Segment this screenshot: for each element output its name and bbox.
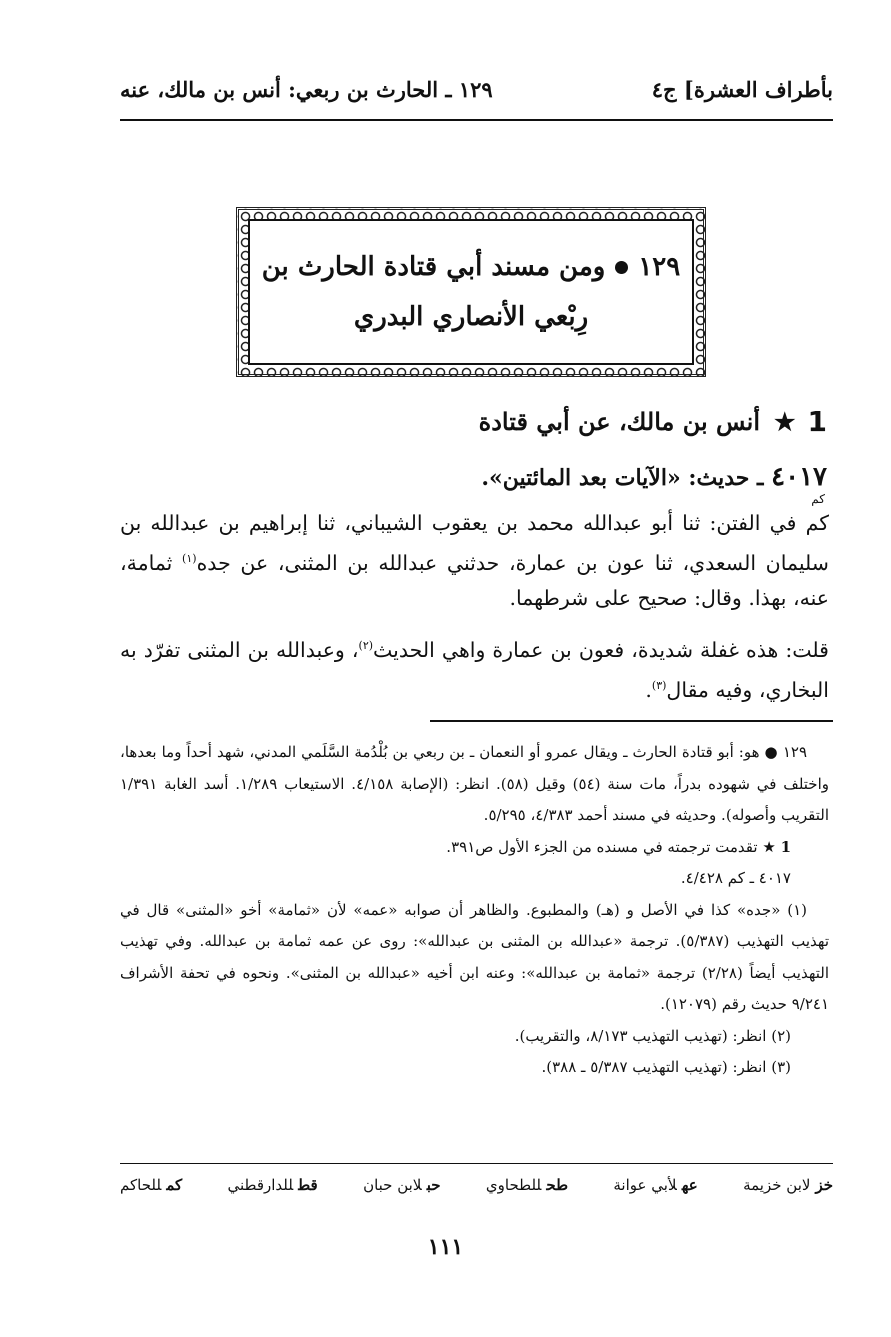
footnote-3: (٣) انظر: (تهذيب التهذيب ٥/٣٨٧ ـ ٣٨٨). <box>541 1058 791 1076</box>
footnote-ref-3: (٣) <box>651 678 667 692</box>
margin-source-code: كم <box>811 492 825 506</box>
footnote-star <box>120 832 829 864</box>
header-volume: بأطراف العشرة] ج٤ <box>651 76 833 102</box>
paragraph-text: كم في الفتن: ثنا أبو عبدالله محمد بن يعقوب الشيباني، ثنا إبراهيم بن عبدالله بن سليمان السعدي، ثنا عون بن عمارة، حدثني عبدالله بن المثنى، عن جده <box>120 511 829 575</box>
legend-item <box>120 1176 182 1194</box>
footnote-ref-2: (٢) <box>358 639 374 652</box>
subheading-text: أنس بن مالك، عن أبي قتادة <box>478 407 760 436</box>
footnotes-block <box>120 737 829 1084</box>
title-box <box>248 219 694 365</box>
legend-code: قط <box>298 1176 318 1194</box>
paragraph-text-end: ثمامة، عنه، بهذا. وقال: صحيح على شرطهما. <box>120 550 829 610</box>
comment-text-end: . <box>645 677 652 702</box>
title-text-1: ومن مسند أبي قتادة الحارث بن <box>261 252 606 282</box>
legend-item <box>486 1176 568 1194</box>
header-divider <box>120 119 833 121</box>
subheading-number: 1 <box>807 405 827 438</box>
legend-item <box>363 1176 441 1194</box>
title-line-1 <box>262 242 681 292</box>
legend-code: عه <box>681 1176 698 1194</box>
footnote-kam: ٤٠١٧ ـ كم ٤/٤٢٨. <box>680 869 791 887</box>
comment-text-mid: ، وعبدالله بن المثنى تفرّد به البخاري، وفيه مقال <box>120 637 829 702</box>
legend-name: للدارقطني <box>227 1176 294 1194</box>
legend-item <box>228 1176 318 1194</box>
legend-code: كم <box>166 1176 183 1194</box>
paragraph-isnad <box>120 506 829 616</box>
legend-name: للحاكم <box>120 1176 162 1194</box>
star-icon: ★ <box>762 837 776 856</box>
footnote-1: (١) «جده» كذا في الأصل و (هـ) والمطبوع. والظاهر أن صوابه «عمه» لأن «ثمامة» أخو «المثنى» قال في تهذيب التهذيب (٥/٣٨٧). ترجمة «عبدالله بن المثنى بن عبدالله»: روى عن عمه ثمامة بن عبدالله. وفي تهذيب التهذيب أيضاً (٢/٢٨) ترجمة «ثمامة بن عبدالله»: وعنه ابن أخيه «عبدالله بن المثنى». ونحوه في تحفة الأشراف ٩/٢٤١ حديث رقم (١٢٠٧٩). <box>120 900 830 1013</box>
footnote-2: (٢) انظر: (تهذيب التهذيب ٨/١٧٣، والتقريب). <box>514 1026 791 1045</box>
legend-code: طح <box>546 1176 569 1194</box>
comment-text: قلت: هذه غفلة شديدة، فعون بن عمارة واهي الحديث <box>373 637 829 662</box>
title-line-2 <box>354 292 588 342</box>
title-text-2: رِبْعي الأنصاري البدري <box>353 302 589 332</box>
legend-name: للطحاوي <box>485 1176 542 1194</box>
hadith-number: ٤٠١٧ <box>771 462 827 492</box>
page-number: ١١١ <box>427 1234 464 1260</box>
legend-code: حب <box>426 1176 441 1194</box>
bullet-icon <box>615 261 628 274</box>
hadith-heading <box>481 462 827 492</box>
legend-item <box>743 1176 833 1194</box>
legend-divider <box>120 1163 833 1164</box>
paragraph-comment <box>120 628 829 708</box>
source-legend <box>120 1176 833 1194</box>
narrator-subheading <box>479 405 827 438</box>
legend-name: لابن خزيمة <box>743 1176 811 1194</box>
footnote-divider <box>430 720 833 722</box>
header-section: ١٢٩ ـ الحارث بن ربعي: أنس بن مالك، عنه <box>120 76 493 102</box>
footnote-star-number: 1 <box>780 837 791 856</box>
legend-name: لأبي عوانة <box>613 1176 677 1194</box>
hadith-text: ـ حديث: «الآيات بعد المائتين». <box>481 465 764 491</box>
legend-name: لابن حبان <box>363 1176 422 1194</box>
footnote-star-text: تقدمت ترجمته في مسنده من الجزء الأول ص٣٩١. <box>446 837 758 856</box>
legend-code: خز <box>815 1176 833 1194</box>
footnote-ref-1: (١) <box>182 552 197 565</box>
title-number: ١٢٩ <box>638 252 681 282</box>
star-icon: ★ <box>774 407 796 436</box>
footnote-bio: ١٢٩ ● هو: أبو قتادة الحارث ـ ويقال عمرو أو النعمان ـ بن ربعي بن بُلْدُمة السَّلَمي المدني، شهد أحداً وما بعدها، واختلف في شهوده بدراً، مات سنة (٥٤) وقيل (٥٨). انظر: (الإصابة ٤/١٥٨. الاستيعاب ١/٢٨٩. أسد الغابة ١/٣٩١ التقريب وأصوله). وحديثه في مسند أحمد ٤/٣٨٣، ٥/٢٩٥. <box>120 743 829 824</box>
legend-item <box>613 1176 697 1194</box>
ornamental-title-frame <box>236 207 706 377</box>
running-header <box>120 70 833 108</box>
